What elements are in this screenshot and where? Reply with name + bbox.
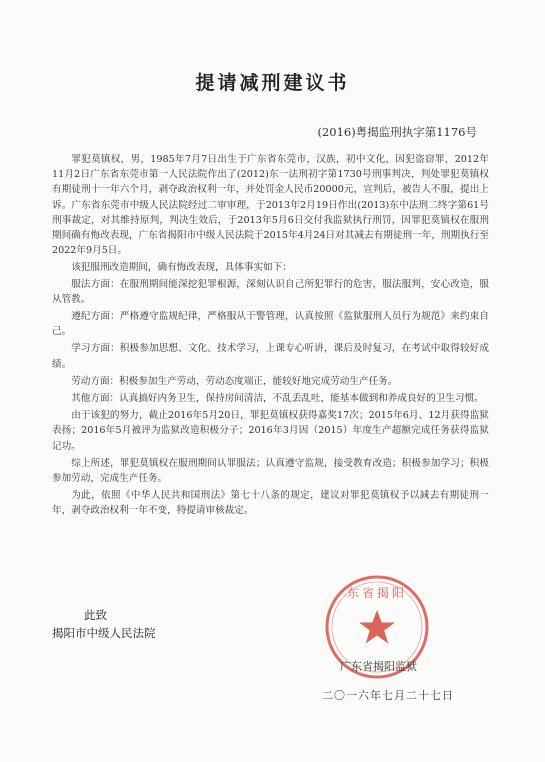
paragraph-labor: 劳动方面：积极参加生产劳动，劳动态度端正，能较好地完成劳动生产任务。	[71, 375, 398, 387]
paragraph-background: 罪犯莫镇权，男，1985年7月7日出生于广东省东莞市，汉族，初中文化，因犯盗窃罪，2012年11月2日广东省东莞市第一人民法院作出了(2012)东一法刑初字第1730号刑事判决，判处罪犯莫镇权有期徒刑十一年六个月，剥夺政治权利一年，并处罚金人民币20000元，宣判后，被告人不服，提出上诉。广东省东莞市中级人民法院经过二审审理，于2013年2月19日作出(2013)东中法刑二终字第61号刑事裁定，对其维持原判，判决生效后，于2013年5月6日交付我监狱执行刑罚，因罪犯莫镇权在服刑期间确有悔改表现，广东省揭阳市中级人民法院于2015年4月24日对其减去有期徒刑一年，刑期执行至2022年9月5日。	[52, 154, 489, 257]
salutation-line1: 此致	[84, 608, 107, 622]
paragraph-proposal: 为此，依照《中华人民共和国刑法》第七十八条的规定，建议对罪犯莫镇权予以减去有期徒刑一年，剥夺政治权利一年不变，特提请审核裁定。	[52, 490, 489, 517]
document-body	[52, 152, 489, 521]
paragraph-discipline: 遵纪方面：严格遵守监规纪律，严格服从干警管理，认真按照《监狱服刑人员行为规范》来约束自己。	[52, 311, 489, 338]
paragraph-other: 其他方面：认真搞好内务卫生，保持房间清洁，不乱丢乱吐，能基本做到和养成良好的卫生习惯。	[71, 393, 484, 405]
paragraph-summary: 综上所述，罪犯莫镇权在服刑期间认罪服法；认真遵守监规，接受教育改造；积极参加学习；积极参加劳动，完成生产任务。	[52, 457, 489, 485]
svg-text:东省揭阳: 东省揭阳	[346, 586, 408, 600]
paragraph-law-abiding: 服法方面：在服刑期间能深挖犯罪根源，深刻认识自己所犯罪行的危害，服法服判，安心改造，服从管教。	[52, 278, 489, 305]
paragraph-awards: 由于该犯的努力，截止2016年5月20日，罪犯莫镇权获得嘉奖17次；2015年6月、12月获得监狱表扬；2016年5月被评为监狱改造积极分子；2016年3月因（2015）年度生产超额完成任务获得监狱记功。	[52, 410, 489, 452]
document-title: 提请减刑建议书	[195, 72, 350, 94]
paragraph-intro: 该犯服刑改造期间，确有悔改表现，具体事实如下：	[71, 262, 292, 274]
salutation-recipient: 揭阳市中级人民法院	[52, 626, 156, 640]
signature-organization: 广东省揭阳监狱	[340, 660, 417, 673]
seal-star-icon	[359, 610, 395, 644]
paragraph-study: 学习方面：积极参加思想、文化、技术学习，上课专心听讲，课后及时复习，在考试中取得较好成绩。	[52, 343, 489, 370]
document-number: (2016)粤揭监刑执字第1176号	[317, 125, 477, 139]
signature-date: 二〇一六年七月二十七日	[322, 689, 454, 702]
